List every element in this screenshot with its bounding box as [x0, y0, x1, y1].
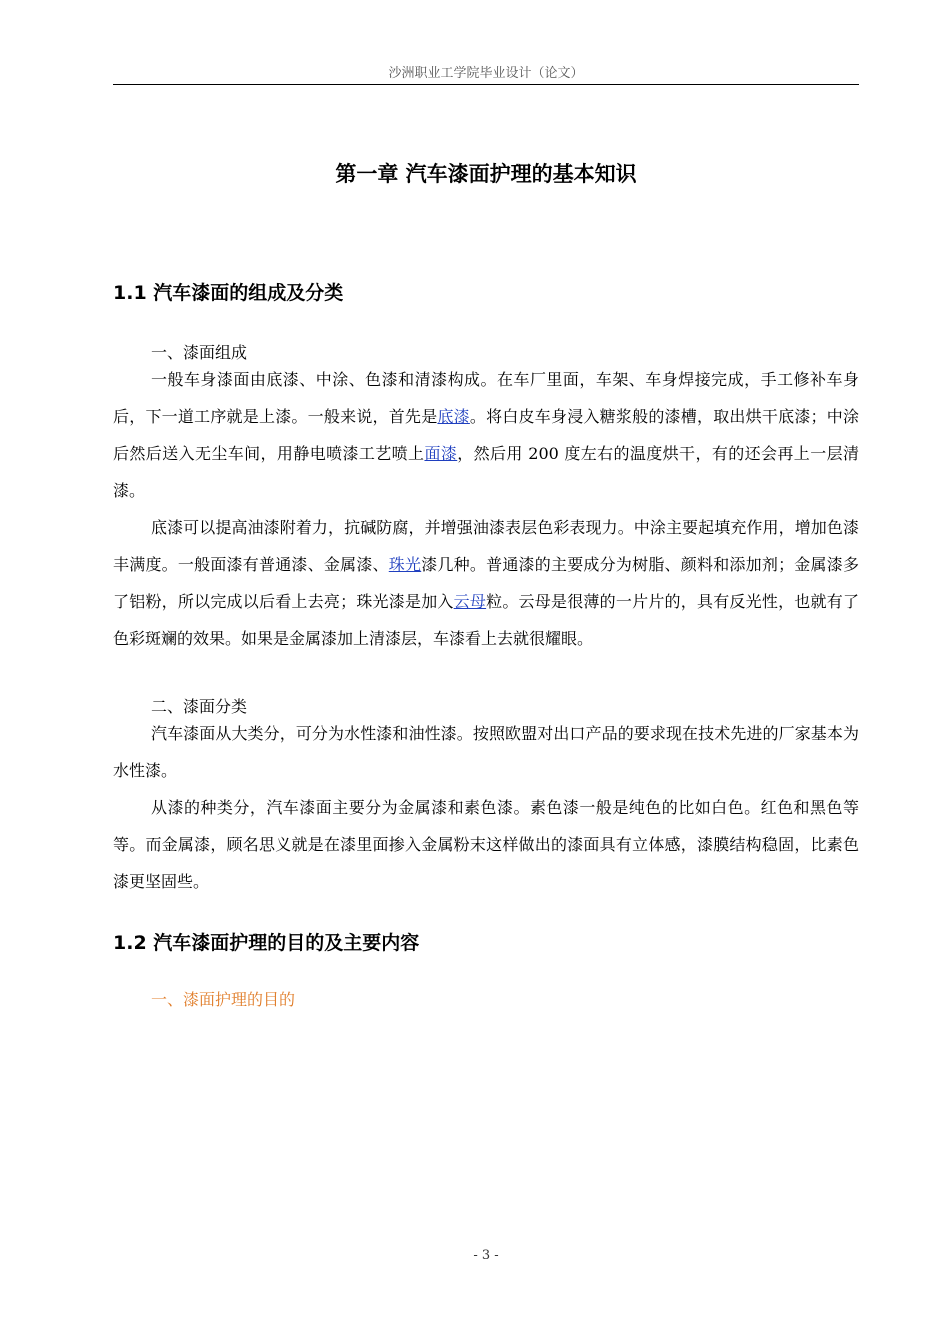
text-run: 漆几种。普通漆的主要成分为树脂、颜料和添加剂；金属漆多了铝粉，所以完成以后看上去亮；珠光漆是加入	[113, 555, 859, 611]
text-run: 。将白皮车身浸入糖浆般的漆槽，取出烘干底漆；中涂后然后送入无尘车间，用静电喷漆工艺喷上	[113, 407, 859, 463]
text-run: 底漆可以提高油漆附着力，抗碱防腐，并增强油漆表层色彩表现力。中涂主要起填充作用，增加色漆丰满度。一般面漆有普通漆、金属漆、	[113, 518, 859, 574]
link-mica[interactable]: 云母	[453, 592, 487, 611]
chapter-title: 第一章 汽车漆面护理的基本知识	[335, 162, 637, 186]
link-topcoat[interactable]: 面漆	[424, 444, 458, 463]
section-title-1-1: 1.1 汽车漆面的组成及分类	[113, 282, 344, 304]
subheading-paint-composition: 一、漆面组成	[151, 343, 248, 362]
paragraph-3: 汽车漆面从大类分，可分为水性漆和油性漆。按照欧盟对出口产品的要求现在技术先进的厂家基本为水性漆。	[113, 724, 859, 780]
page-number: - 3 -	[473, 1248, 499, 1263]
paragraph-2	[113, 509, 859, 657]
link-primer[interactable]: 底漆	[437, 407, 470, 426]
paragraph-1	[113, 361, 859, 509]
section-title-1-2: 1.2 汽车漆面护理的目的及主要内容	[113, 932, 420, 954]
link-pearl[interactable]: 珠光	[388, 555, 422, 574]
paragraph-4: 从漆的种类分，汽车漆面主要分为金属漆和素色漆。素色漆一般是纯色的比如白色。红色和黑色等等。而金属漆，顾名思义就是在漆里面掺入金属粉末这样做出的漆面具有立体感，漆膜结构稳固，比素色漆更坚固些。	[113, 798, 859, 891]
text-run: 粒。云母是很薄的一片片的，具有反光性，也就有了色彩斑斓的效果。如果是金属漆加上清漆层，车漆看上去就很耀眼。	[113, 592, 859, 648]
subheading-care-purpose: 一、漆面护理的目的	[151, 990, 296, 1009]
paragraph-classification	[113, 715, 859, 900]
text-run: ，然后用 200 度左右的温度烘干，有的还会再上一层清漆。	[113, 444, 859, 500]
text-run: 一般车身漆面由底漆、中涂、色漆和清漆构成。在车厂里面，车架、车身焊接完成，手工修补车身后，下一道工序就是上漆。一般来说，首先是	[113, 370, 859, 426]
header-rule	[113, 84, 859, 85]
subheading-paint-classification: 二、漆面分类	[151, 697, 248, 716]
paragraph-composition	[113, 361, 859, 657]
running-header: 沙洲职业工学院毕业设计（论文）	[388, 66, 584, 81]
